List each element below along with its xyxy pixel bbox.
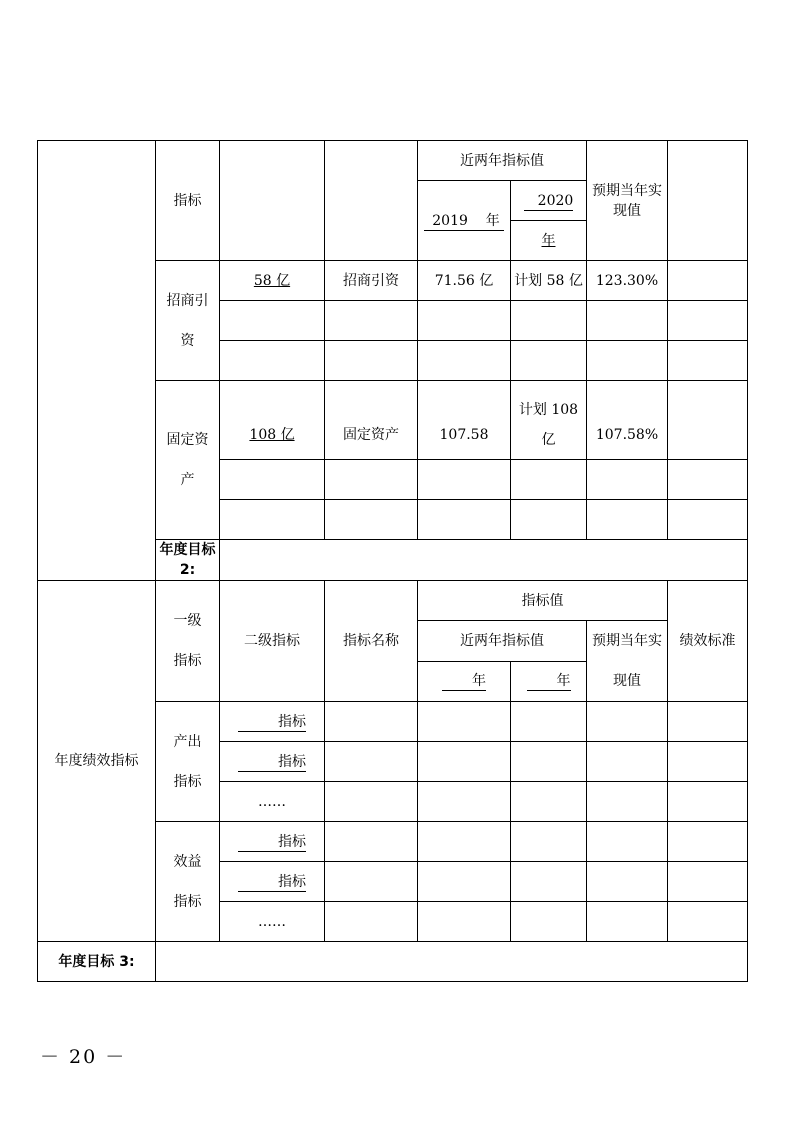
annual-goal-3-value xyxy=(156,942,748,982)
invest-expected: 123.30% xyxy=(587,261,668,301)
empty-cell xyxy=(418,301,511,341)
annual-goal-2-label: 年度目标 2: xyxy=(156,540,220,581)
empty-cell xyxy=(418,782,511,822)
sub-indicator: 指标 xyxy=(220,862,325,902)
empty-cell xyxy=(325,341,418,381)
empty-cell xyxy=(587,902,668,942)
empty-cell xyxy=(325,301,418,341)
empty-cell xyxy=(668,261,748,301)
performance-section-label: 年度绩效指标 xyxy=(38,581,156,942)
fixed-2020: 计划 108 亿 xyxy=(511,381,587,460)
empty-cell xyxy=(668,822,748,862)
empty-cell xyxy=(325,460,418,500)
annual-goal-2-value xyxy=(220,540,748,581)
year-2020-header: 2020 xyxy=(511,181,587,221)
ellipsis-cell: …… xyxy=(220,782,325,822)
empty-cell xyxy=(587,782,668,822)
page-number: － 20 － xyxy=(40,1046,127,1068)
empty-cell xyxy=(511,500,587,540)
fixed-label: 固定资 产 xyxy=(156,381,220,540)
empty-cell xyxy=(587,301,668,341)
level2-header: 二级指标 xyxy=(220,581,325,702)
empty-cell xyxy=(511,902,587,942)
sub-indicator: 指标 xyxy=(220,822,325,862)
empty-cell xyxy=(668,341,748,381)
empty-cell xyxy=(511,301,587,341)
empty-cell xyxy=(587,460,668,500)
annual-goal-3-label: 年度目标 3: xyxy=(38,942,156,982)
empty-cell xyxy=(418,500,511,540)
empty-cell xyxy=(418,822,511,862)
indicator-header: 指标 xyxy=(156,141,220,261)
benefit-indicator-label: 效益 指标 xyxy=(156,822,220,942)
invest-2020: 计划 58 亿 xyxy=(511,261,587,301)
empty-cell xyxy=(511,822,587,862)
empty-header-cell xyxy=(325,141,418,261)
empty-cell xyxy=(587,822,668,862)
empty-cell xyxy=(587,341,668,381)
performance-standard-header: 绩效标准 xyxy=(668,581,748,702)
empty-cell xyxy=(418,742,511,782)
empty-cell xyxy=(511,742,587,782)
empty-cell xyxy=(325,500,418,540)
empty-cell xyxy=(511,782,587,822)
empty-cell xyxy=(418,460,511,500)
empty-cell xyxy=(325,822,418,862)
empty-cell xyxy=(511,862,587,902)
empty-cell xyxy=(418,902,511,942)
empty-cell xyxy=(511,341,587,381)
empty-cell xyxy=(668,742,748,782)
recent-two-years-header: 近两年指标值 xyxy=(418,621,587,662)
empty-cell xyxy=(668,381,748,460)
indicator-value-header: 指标值 xyxy=(418,581,668,621)
invest-2019: 71.56 亿 xyxy=(418,261,511,301)
empty-cell xyxy=(668,460,748,500)
empty-cell xyxy=(668,902,748,942)
blank-left-cell xyxy=(38,141,156,581)
empty-cell xyxy=(668,862,748,902)
level1-header: 一级 指标 xyxy=(156,581,220,702)
empty-cell xyxy=(325,862,418,902)
empty-cell xyxy=(325,782,418,822)
invest-target: 58 亿 xyxy=(220,261,325,301)
year-b-header: 年 xyxy=(511,661,587,702)
indicator-name-header: 指标名称 xyxy=(325,581,418,702)
empty-cell xyxy=(668,500,748,540)
empty-header-cell xyxy=(220,141,325,261)
empty-cell xyxy=(220,500,325,540)
empty-cell xyxy=(220,341,325,381)
empty-cell xyxy=(325,902,418,942)
invest-label: 招商引 资 xyxy=(156,261,220,381)
year-2020-suffix: 年 xyxy=(511,221,587,261)
ellipsis-cell: …… xyxy=(220,902,325,942)
empty-cell xyxy=(587,702,668,742)
year-a-header: 年 xyxy=(418,661,511,702)
empty-cell xyxy=(418,862,511,902)
expected-value-header: 预期当年实 现值 xyxy=(587,141,668,261)
performance-target-table xyxy=(37,140,748,982)
sub-indicator: 指标 xyxy=(220,702,325,742)
empty-cell xyxy=(668,702,748,742)
empty-cell xyxy=(511,460,587,500)
empty-cell xyxy=(668,782,748,822)
recent-two-years-header: 近两年指标值 xyxy=(418,141,587,181)
empty-cell xyxy=(418,702,511,742)
fixed-2019: 107.58 xyxy=(418,381,511,460)
invest-name: 招商引资 xyxy=(325,261,418,301)
year-2019-header: 2019 年 xyxy=(418,181,511,261)
expected-value-header: 预期当年实 现值 xyxy=(587,621,668,702)
output-indicator-label: 产出 指标 xyxy=(156,702,220,822)
empty-cell xyxy=(418,341,511,381)
empty-cell xyxy=(220,301,325,341)
empty-cell xyxy=(587,742,668,782)
fixed-name: 固定资产 xyxy=(325,381,418,460)
fixed-target: 108 亿 xyxy=(220,381,325,460)
empty-cell xyxy=(668,301,748,341)
empty-cell xyxy=(220,460,325,500)
empty-cell xyxy=(325,702,418,742)
sub-indicator: 指标 xyxy=(220,742,325,782)
empty-cell xyxy=(587,862,668,902)
fixed-expected: 107.58% xyxy=(587,381,668,460)
empty-header-cell xyxy=(668,141,748,261)
empty-cell xyxy=(511,702,587,742)
empty-cell xyxy=(325,742,418,782)
empty-cell xyxy=(587,500,668,540)
